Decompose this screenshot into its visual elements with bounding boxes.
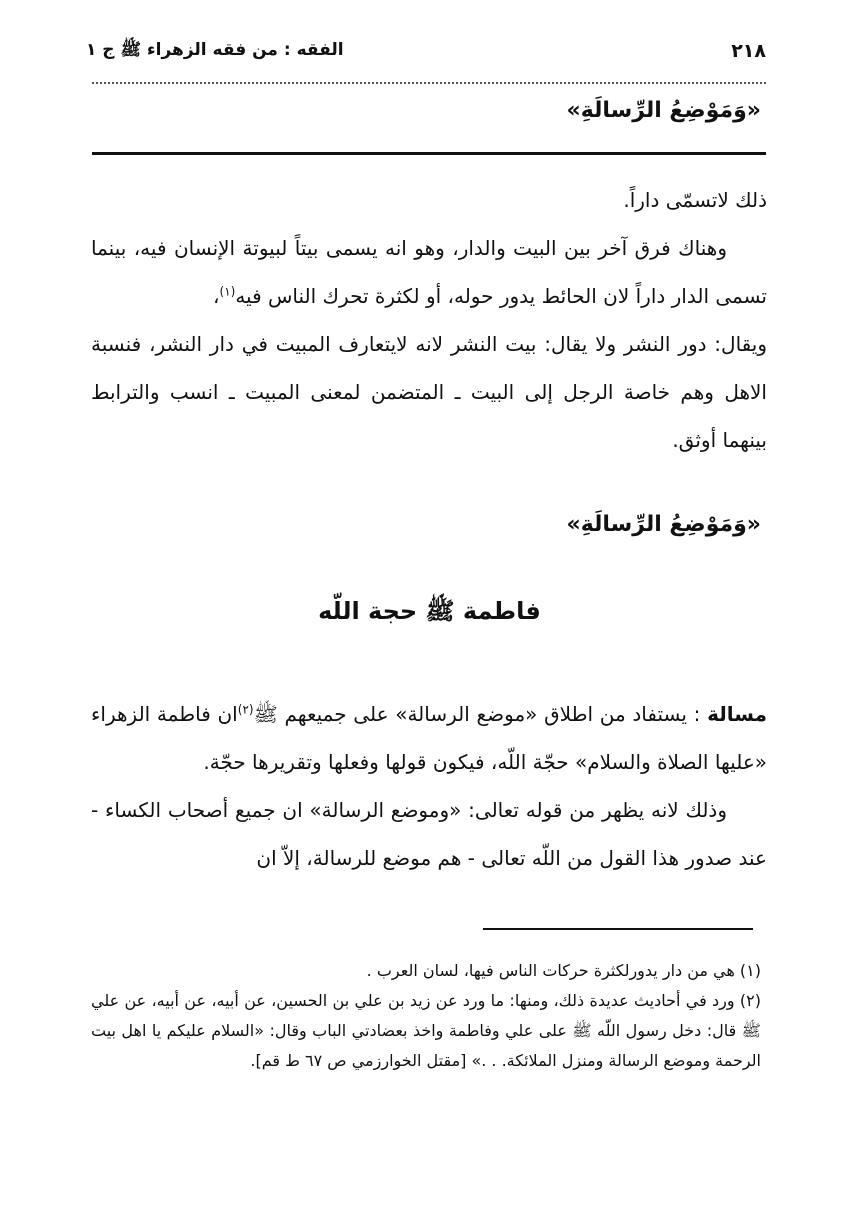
running-section-title: «وَمَوْضِعُ الرِّسالَةِ» <box>566 98 761 123</box>
running-title: الفقه : من فقه الزهراء ﷺ ج ١ <box>86 39 344 60</box>
footnotes <box>91 956 761 1076</box>
paragraph-text: : يستفاد من اطلاق «موضع الرسالة» على جميعهم ﷺ <box>253 702 701 726</box>
footnote-divider <box>483 928 753 930</box>
footnote-ref: (١) <box>219 284 236 299</box>
header-rule <box>92 152 766 155</box>
paragraph: وذلك لانه يظهر من قوله تعالى: «وموضع الرسالة» ان جميع أصحاب الكساء - عند صدور هذا القول من اللّه تعالى - هم موضع للرسالة، إلاّ ان <box>91 798 767 870</box>
paragraph: ذلك لاتسمّى داراً. <box>623 188 767 212</box>
paragraph <box>91 690 767 786</box>
chapter-heading: فاطمة ﷺ حجة اللّه <box>318 597 541 625</box>
section-title: «وَمَوْضِعُ الرِّسالَةِ» <box>566 512 761 537</box>
body-text-part1 <box>91 176 767 464</box>
paragraph-text: ان فاطمة الزهراء «عليها الصلاة والسلام» حجّة اللّه، فيكون قولها وفعلها وتقريرها حجّة. <box>91 702 767 774</box>
page-number: ٢١٨ <box>731 40 766 62</box>
paragraph <box>91 224 767 320</box>
footnote: (١) هي من دار يدورلكثرة حركات الناس فيها، لسان العرب . <box>366 961 761 980</box>
footnote: (٢) ورد في أحاديث عديدة ذلك، ومنها: ما ورد عن زيد بن علي بن الحسين، عن أبيه، عن أبيه، عن علي ﷺ قال: دخل رسول اللّه ﷺ على علي وفاطمة واخذ بعضادتي الباب وقال: «السلام عليكم يا اهل بيت الرحمة وموضع الرسالة ومنزل الملائكة. . .» [مقتل الخوارزمي ص ٦٧ ط قم]. <box>91 991 761 1070</box>
punctuation: ، <box>213 284 220 308</box>
body-text-part2 <box>91 690 767 882</box>
page-header <box>86 34 766 68</box>
dotted-divider <box>92 82 766 84</box>
paragraph: ويقال: دور النشر ولا يقال: بيت النشر لانه لايتعارف المبيت في دار النشر، فنسبة الاهل وهم خاصة الرجل إلى البيت ـ المتضمن لمعنى المبيت ـ انسب والترابط بينهما أوثق. <box>91 332 767 452</box>
paragraph-text: وهناك فرق آخر بين البيت والدار، وهو انه يسمى بيتاً لبيوتة الإنسان فيه، بينما تسمى الدار داراً لان الحائط يدور حوله، أو لكثرة تحرك الناس فيه <box>91 236 767 308</box>
issue-label: مسالة <box>707 702 768 726</box>
footnote-ref: (٢) <box>237 702 254 717</box>
